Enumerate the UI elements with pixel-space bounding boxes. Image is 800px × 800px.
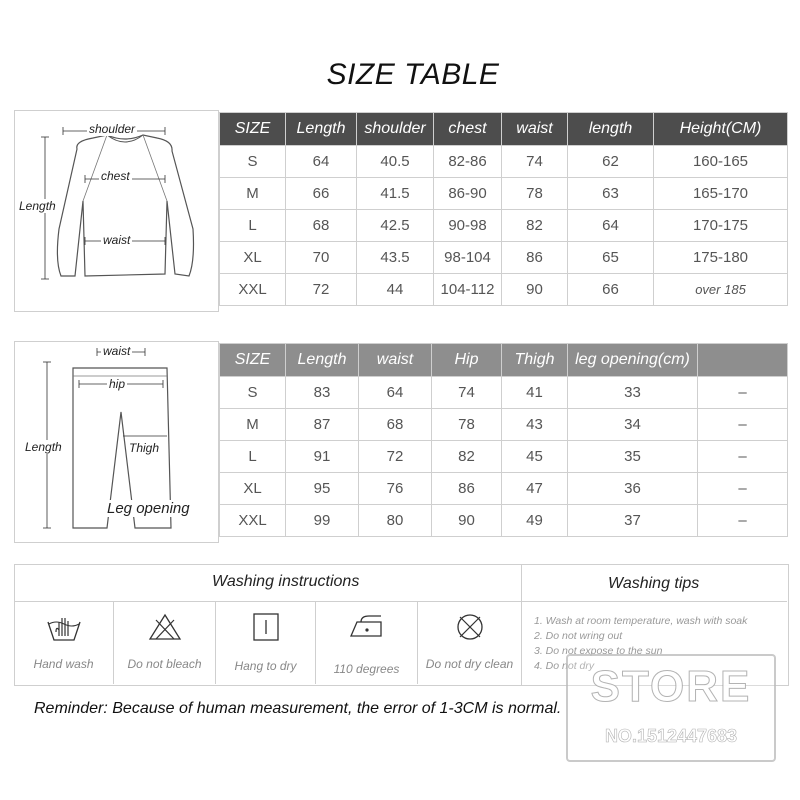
- table-cell: –: [698, 409, 788, 441]
- table-cell: 65: [568, 242, 654, 274]
- pants-header-thigh: Thigh: [502, 344, 568, 377]
- table-row: [220, 178, 788, 210]
- table-cell: 99: [286, 505, 359, 537]
- shirt-header-sleeve-length: length: [568, 113, 654, 146]
- hang-to-dry-icon: [248, 612, 284, 642]
- table-row: [220, 146, 788, 178]
- reminder-text: Reminder: Because of human measurement, the error of 1-3CM is normal.: [34, 700, 562, 717]
- table-cell: –: [698, 473, 788, 505]
- hand-wash-icon: [46, 612, 82, 642]
- table-cell: 175-180: [654, 242, 788, 274]
- pants-label-thigh: Thigh: [129, 441, 160, 455]
- wash-item-do-not-bleach: [114, 602, 216, 684]
- table-cell: 70: [286, 242, 357, 274]
- table-cell: 66: [286, 178, 357, 210]
- table-cell: 68: [286, 210, 357, 242]
- table-cell: S: [220, 377, 286, 409]
- shirt-header-shoulder: shoulder: [357, 113, 434, 146]
- table-cell: 42.5: [357, 210, 434, 242]
- table-cell: 91: [286, 441, 359, 473]
- table-cell: 90-98: [434, 210, 502, 242]
- table-row: [220, 242, 788, 274]
- hang-to-dry-label: Hang to dry: [234, 659, 297, 673]
- table-cell: 82: [502, 210, 568, 242]
- list-item: 1. Wash at room temperature, wash with soak: [534, 615, 748, 627]
- table-cell: 76: [359, 473, 432, 505]
- do-not-bleach-label: Do not bleach: [127, 657, 202, 671]
- table-row: [220, 210, 788, 242]
- table-cell: 74: [502, 146, 568, 178]
- pants-diagram-panel: [14, 341, 219, 543]
- table-cell: 72: [359, 441, 432, 473]
- table-row: [220, 409, 788, 441]
- table-cell: 40.5: [357, 146, 434, 178]
- table-cell: XL: [220, 242, 286, 274]
- table-cell: 90: [432, 505, 502, 537]
- table-cell: XL: [220, 473, 286, 505]
- list-item: 4. Do not dry: [534, 660, 595, 672]
- table-cell: 160-165: [654, 146, 788, 178]
- table-cell: 86-90: [434, 178, 502, 210]
- iron-label: 110 degrees: [333, 662, 400, 676]
- shirt-header-chest: chest: [434, 113, 502, 146]
- pants-header-size: SIZE: [220, 344, 286, 377]
- table-cell: 44: [357, 274, 434, 306]
- table-cell: 86: [432, 473, 502, 505]
- shirt-size-table: [219, 112, 788, 306]
- washing-tips-title: Washing tips: [608, 575, 700, 592]
- table-cell: 35: [568, 441, 698, 473]
- table-row: [220, 441, 788, 473]
- table-cell: 64: [359, 377, 432, 409]
- table-cell: –: [698, 441, 788, 473]
- do-not-dry-clean-label: Do not dry clean: [425, 657, 514, 671]
- shirt-label-chest: chest: [101, 169, 130, 183]
- table-cell: 80: [359, 505, 432, 537]
- table-cell: L: [220, 441, 286, 473]
- table-cell: XXL: [220, 505, 286, 537]
- table-row: [220, 377, 788, 409]
- table-cell: 37: [568, 505, 698, 537]
- pants-table-header-row: [220, 344, 788, 377]
- shirt-diagram-panel: [14, 110, 219, 312]
- shirt-label-shoulder: shoulder: [89, 122, 136, 136]
- table-cell: –: [698, 377, 788, 409]
- table-row: [220, 473, 788, 505]
- pants-label-waist: waist: [103, 344, 131, 358]
- table-cell: 49: [502, 505, 568, 537]
- wash-item-hand-wash: [14, 602, 114, 684]
- watermark-store: STORE: [590, 662, 752, 711]
- table-cell: 82-86: [434, 146, 502, 178]
- pants-header-empty: [698, 344, 788, 377]
- table-cell: S: [220, 146, 286, 178]
- wash-item-do-not-dry-clean: [418, 602, 521, 684]
- shirt-header-height: Height(CM): [654, 113, 788, 146]
- table-cell: 34: [568, 409, 698, 441]
- watermark-store-number: NO.1512447683: [604, 726, 738, 746]
- table-cell: 68: [359, 409, 432, 441]
- washing-instructions-title: Washing instructions: [212, 573, 360, 590]
- iron-icon: [347, 612, 387, 642]
- table-cell: 78: [432, 409, 502, 441]
- table-cell: 165-170: [654, 178, 788, 210]
- shirt-label-length: Length: [19, 199, 56, 213]
- pants-label-leg-opening: Leg opening: [107, 500, 190, 517]
- pants-header-leg-opening: leg opening(cm): [568, 344, 698, 377]
- table-cell: 90: [502, 274, 568, 306]
- table-cell: 104-112: [434, 274, 502, 306]
- table-cell: 41: [502, 377, 568, 409]
- table-cell: 64: [286, 146, 357, 178]
- table-cell: L: [220, 210, 286, 242]
- pants-header-hip: Hip: [432, 344, 502, 377]
- table-cell: 82: [432, 441, 502, 473]
- shirt-header-length: Length: [286, 113, 357, 146]
- pants-header-length: Length: [286, 344, 359, 377]
- list-item: 2. Do not wring out: [534, 630, 623, 642]
- page-title: SIZE TABLE: [326, 58, 500, 91]
- table-cell: XXL: [220, 274, 286, 306]
- table-cell: 33: [568, 377, 698, 409]
- wash-item-iron: [316, 602, 418, 684]
- shirt-label-waist: waist: [103, 233, 131, 247]
- table-cell: over 185: [654, 274, 788, 306]
- pants-label-length: Length: [25, 440, 62, 454]
- table-cell: 98-104: [434, 242, 502, 274]
- pants-size-table: [219, 343, 788, 537]
- shirt-header-size: SIZE: [220, 113, 286, 146]
- table-cell: 72: [286, 274, 357, 306]
- table-cell: 41.5: [357, 178, 434, 210]
- list-item: 3. Do not expose to the sun: [534, 645, 663, 657]
- table-cell: 45: [502, 441, 568, 473]
- table-cell: 47: [502, 473, 568, 505]
- table-cell: 62: [568, 146, 654, 178]
- table-cell: M: [220, 409, 286, 441]
- table-cell: 170-175: [654, 210, 788, 242]
- table-cell: 64: [568, 210, 654, 242]
- table-cell: 95: [286, 473, 359, 505]
- pants-header-waist: waist: [359, 344, 432, 377]
- shirt-header-waist: waist: [502, 113, 568, 146]
- hand-wash-label: Hand wash: [33, 657, 94, 671]
- table-cell: 36: [568, 473, 698, 505]
- washing-column-divider: [521, 564, 522, 685]
- table-cell: 87: [286, 409, 359, 441]
- table-cell: 63: [568, 178, 654, 210]
- pants-label-hip: hip: [109, 377, 126, 391]
- table-cell: –: [698, 505, 788, 537]
- table-cell: 86: [502, 242, 568, 274]
- wash-item-hang-to-dry: [216, 602, 316, 684]
- shirt-table-header-row: [220, 113, 788, 146]
- table-row: [220, 274, 788, 306]
- table-cell: M: [220, 178, 286, 210]
- table-cell: 78: [502, 178, 568, 210]
- table-cell: 74: [432, 377, 502, 409]
- table-row: [220, 505, 788, 537]
- table-cell: 43: [502, 409, 568, 441]
- do-not-bleach-icon: [147, 612, 183, 642]
- table-cell: 83: [286, 377, 359, 409]
- do-not-dry-clean-icon: [452, 612, 488, 642]
- table-cell: 43.5: [357, 242, 434, 274]
- table-cell: 66: [568, 274, 654, 306]
- store-watermark: [566, 654, 776, 762]
